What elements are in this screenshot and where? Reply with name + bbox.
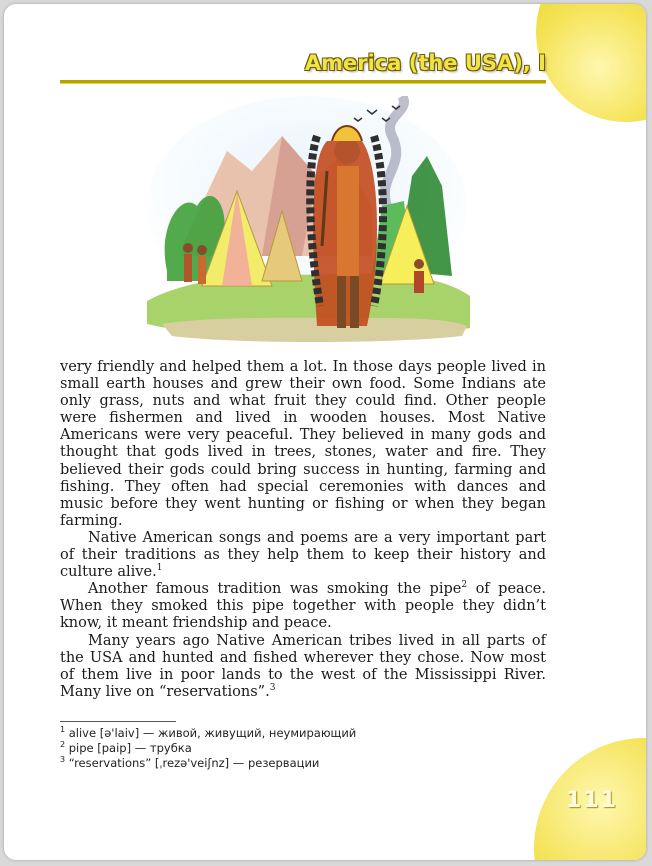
corner-decoration-top [536, 4, 646, 122]
footnote-number: 2 [60, 740, 66, 750]
paragraph-text: Native American songs and poems are a very important part of their traditions as they help them to keep their history and culture alive. [60, 529, 546, 581]
paragraph-text: of peace. When they smoked this pipe together with people they didn’t know, it meant friendship and peace. [60, 581, 546, 632]
paragraph-text: very friendly and helped them a lot. In those days people lived in small earth houses and grew their own food. Some Indians ate only grass, nuts and what fruit they could find. Other people were fishermen and lived in wooden houses. Most Native Americans were very peaceful. They believed in many gods and thought that gods lived in trees, stones, water and fire. They believed their gods could bring success in hunting, farming and fishing. They often had special ceremonies with dances and music before they went hunting or fishing or when they began farming. [60, 359, 546, 529]
footnote-ref: 1 [156, 563, 163, 574]
stones [162, 318, 467, 342]
footnote-item [60, 756, 530, 771]
footnote-text: alive [ə'laiv] — живой, живущий, неумирающий [68, 726, 357, 740]
footnotes [60, 726, 530, 771]
footnote-text: pipe [paip] — трубка [68, 741, 192, 755]
footnote-item [60, 726, 530, 741]
body-text [60, 359, 546, 701]
paragraph-text: Many years ago Native American tribes lived in all parts of the USA and hunted and fished wherever they chose. Now most of them live in poor lands to the west of the Mississippi River. Many live on “reservations”. [60, 632, 546, 700]
paragraph-text: Another famous tradition was smoking the pipe [88, 581, 462, 598]
page-number: 111 [566, 788, 618, 813]
textbook-page [4, 4, 646, 860]
footnote-text: “reservations” [ˌrezə'veiʃnz] — резервации [68, 756, 320, 770]
header-rule [60, 80, 546, 84]
native-american-chief-illustration [142, 96, 472, 344]
footnote-number: 3 [60, 755, 66, 765]
paragraph [60, 633, 546, 701]
footnote-ref: 2 [461, 580, 468, 591]
footnote-number: 1 [60, 725, 66, 735]
chapter-title: America (the USA), I [304, 51, 546, 75]
paragraph [60, 530, 546, 581]
footnote-item [60, 741, 530, 756]
paragraph [60, 359, 546, 530]
footnote-ref: 3 [269, 682, 276, 693]
paragraph [60, 581, 546, 632]
footnote-rule [60, 721, 176, 722]
